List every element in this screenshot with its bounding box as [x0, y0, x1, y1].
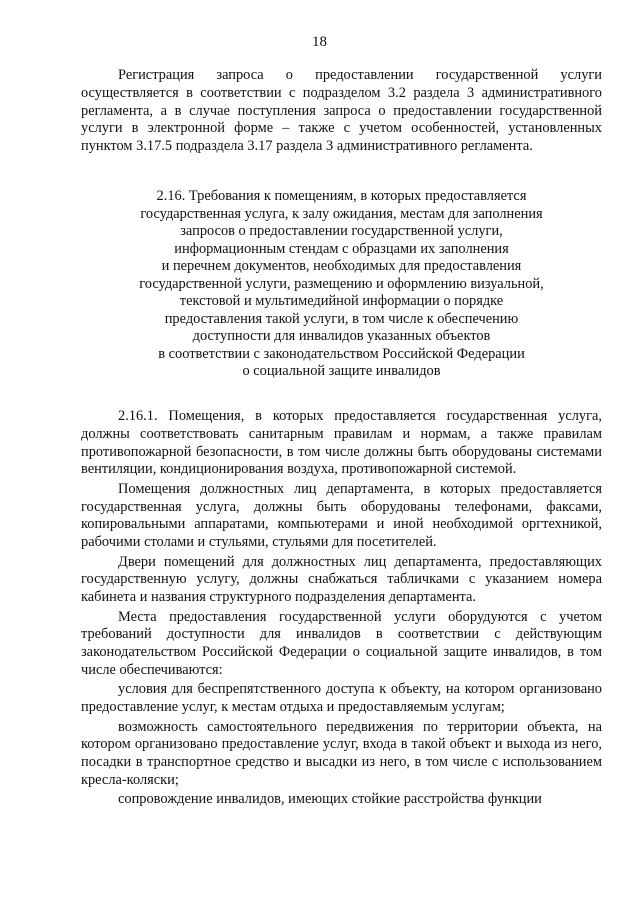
- body-paragraph: возможность самостоятельного передвижения по территории объекта, на котором организовано предоставление услуг, входа в такой объект и выхода из него, посадки в транспортное средство и высадки из него, в том числе с использованием кресла-коляски;: [81, 718, 602, 788]
- section-heading-line: запросов о предоставлении государственной услуги,: [180, 223, 503, 239]
- body-paragraph: условия для беспрепятственного доступа к объекту, на котором организовано предоставление услуг, к местам отдыха и предоставляемым услугам;: [81, 681, 602, 716]
- section-heading-line: доступности для инвалидов указанных объектов: [192, 328, 491, 344]
- intro-block: [81, 67, 602, 158]
- section-heading-line: и перечнем документов, необходимых для предоставления: [161, 258, 522, 274]
- section-heading-line: государственная услуга, к залу ожидания, местам для заполнения: [140, 205, 543, 222]
- body-paragraph: 2.16.1. Помещения, в которых предоставляется государственная услуга, должны соответствовать санитарным правилам и нормам, а также правилам противопожарной безопасности, в том числе должны быть оборудованы системами вентиляции, кондиционирования воздуха, противопожарной системой.: [81, 408, 602, 478]
- intro-paragraph: Регистрация запроса о предоставлении государственной услуги осуществляется в соответствии с подразделом 3.2 раздела 3 административного регламента, а в случае поступления запроса о предоставлении государственной услуги в электронной форме – также с учетом особенностей, установленных пунктом 3.17.5 подраздела 3.17 раздела 3 административного регламента.: [81, 67, 602, 155]
- section-heading: [81, 188, 602, 381]
- section-heading-line: 2.16. Требования к помещениям, в которых предоставляется: [156, 188, 527, 204]
- section-heading-line: предоставления такой услуги, в том числе к обеспечению: [164, 310, 519, 327]
- section-heading-line: о социальной защите инвалидов: [242, 363, 441, 379]
- body-paragraph: сопровождение инвалидов, имеющих стойкие расстройства функции: [118, 791, 542, 808]
- page-number: 18: [312, 34, 327, 50]
- section-heading-line: в соответствии с законодательством Российской Федерации: [158, 345, 525, 362]
- main-body: [81, 408, 602, 811]
- section-heading-line: текстовой и мультимедийной информации о порядке: [179, 293, 504, 309]
- body-paragraph: Места предоставления государственной услуги оборудуются с учетом требований доступности для инвалидов в соответствии с действующим законодательством Российской Федерации о социальной защите инвалидов, в том числе обеспечиваются:: [81, 608, 602, 678]
- section-heading-line: государственной услуги, размещению и оформлению визуальной,: [139, 275, 544, 292]
- body-paragraph: Помещения должностных лиц департамента, в которых предоставляется государственная услуга, должны быть оборудованы телефонами, факсами, копировальными аппаратами, компьютерами и иной необходимой оргтехникой, рабочими столами и стульями, стульями для посетителей.: [81, 480, 602, 551]
- body-paragraph: Двери помещений для должностных лиц департамента, предоставляющих государственную услугу, должны снабжаться табличками с указанием номера кабинета и названия структурного подразделения департамента.: [81, 553, 602, 606]
- section-heading-line: информационным стендам с образцами их заполнения: [174, 240, 509, 257]
